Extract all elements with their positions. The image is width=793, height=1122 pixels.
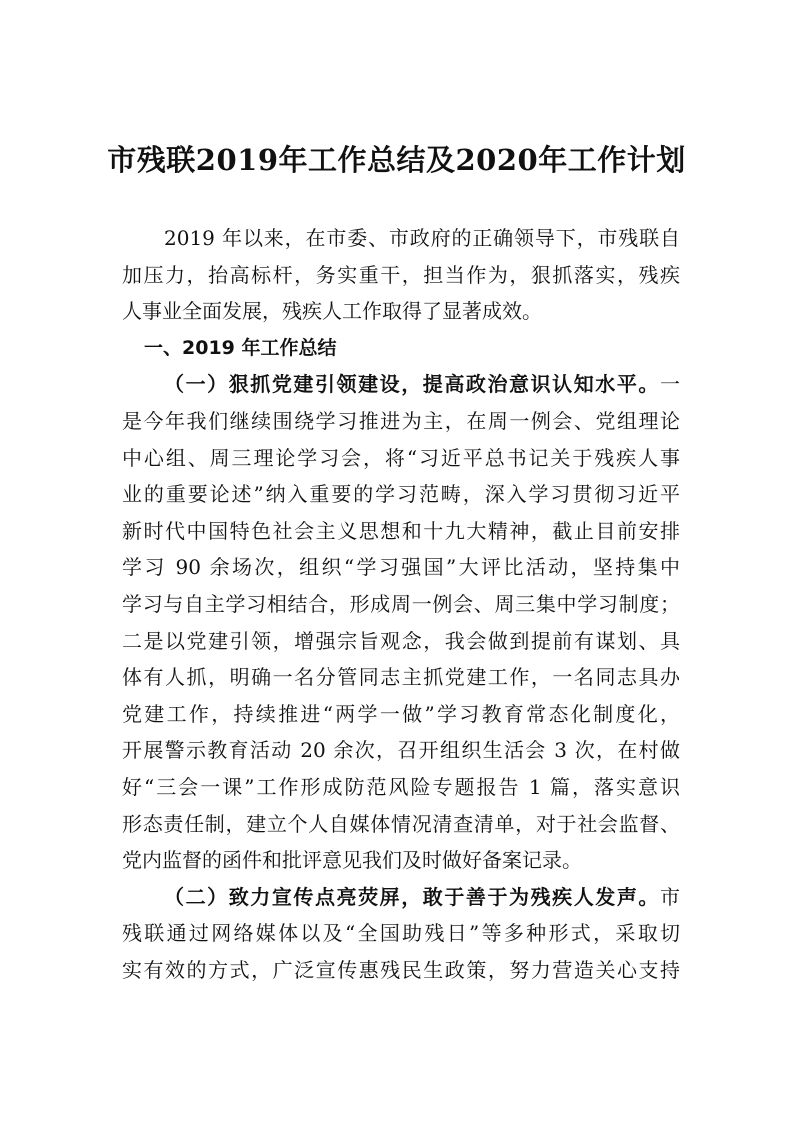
text-line: 业的重要论述”纳入重要的学习范畴，深入学习贯彻习近平	[122, 482, 680, 507]
text-run: 市	[660, 884, 680, 909]
text-line: 好“三会一课”工作形成防范风险专题报告 1 篇，落实意识	[122, 774, 680, 799]
text-run: 一	[660, 372, 680, 397]
document-title: 市残联2019年工作总结及2020年工作计划	[107, 143, 686, 177]
text-line: 形态责任制，建立个人自媒体情况清查清单，对于社会监督、	[122, 811, 680, 836]
text-line: 党内监督的函件和批评意见我们及时做好备案记录。	[122, 848, 582, 873]
text-line	[122, 366, 680, 403]
item2-paragraph	[122, 879, 680, 989]
text-line: 是今年我们继续围绕学习推进为主，在周一例会、党组理论	[122, 408, 680, 433]
document-body	[122, 220, 680, 988]
text-line: 学习与自主学习相结合，形成周一例会、周三集中学习制度；	[122, 591, 680, 616]
intro-paragraph	[122, 220, 680, 330]
text-line: 二是以党建引领，增强宗旨观念，我会做到提前有谋划、具	[122, 628, 680, 653]
text-line: 2019 年以来，在市委、市政府的正确领导下，市残联自	[164, 226, 680, 250]
text-line: 开展警示教育活动 20 余次，召开组织生活会 3 次，在村做	[122, 738, 680, 763]
section-heading: 一、2019 年工作总结	[144, 336, 337, 359]
text-line	[122, 879, 680, 916]
item2-heading: （二）致力宣传点亮荧屏，敢于善于为残疾人发声。	[164, 884, 660, 909]
text-line: 学习 90 余场次，组织“学习强国”大评比活动，坚持集中	[122, 555, 680, 580]
text-line: 人事业全面发展，残疾人工作取得了显著成效。	[122, 299, 542, 324]
item1-paragraph	[122, 366, 680, 878]
text-line: 中心组、周三理论学习会，将“习近平总书记关于残疾人事	[122, 445, 680, 470]
text-line: 体有人抓，明确一名分管同志主抓党建工作，一名同志具办	[122, 665, 680, 690]
text-line: 实有效的方式，广泛宣传惠残民生政策，努力营造关心支持	[122, 957, 680, 982]
text-line: 残联通过网络媒体以及“全国助残日”等多种形式，采取切	[122, 921, 680, 946]
text-line: 新时代中国特色社会主义思想和十九大精神，截止目前安排	[122, 518, 680, 543]
item1-heading: （一）狠抓党建引领建设，提高政治意识认知水平。	[164, 372, 660, 397]
text-line: 党建工作，持续推进“两学一做”学习教育常态化制度化，	[122, 701, 680, 726]
text-line: 加压力，抬高标杆，务实重干，担当作为，狠抓落实，残疾	[122, 262, 680, 287]
